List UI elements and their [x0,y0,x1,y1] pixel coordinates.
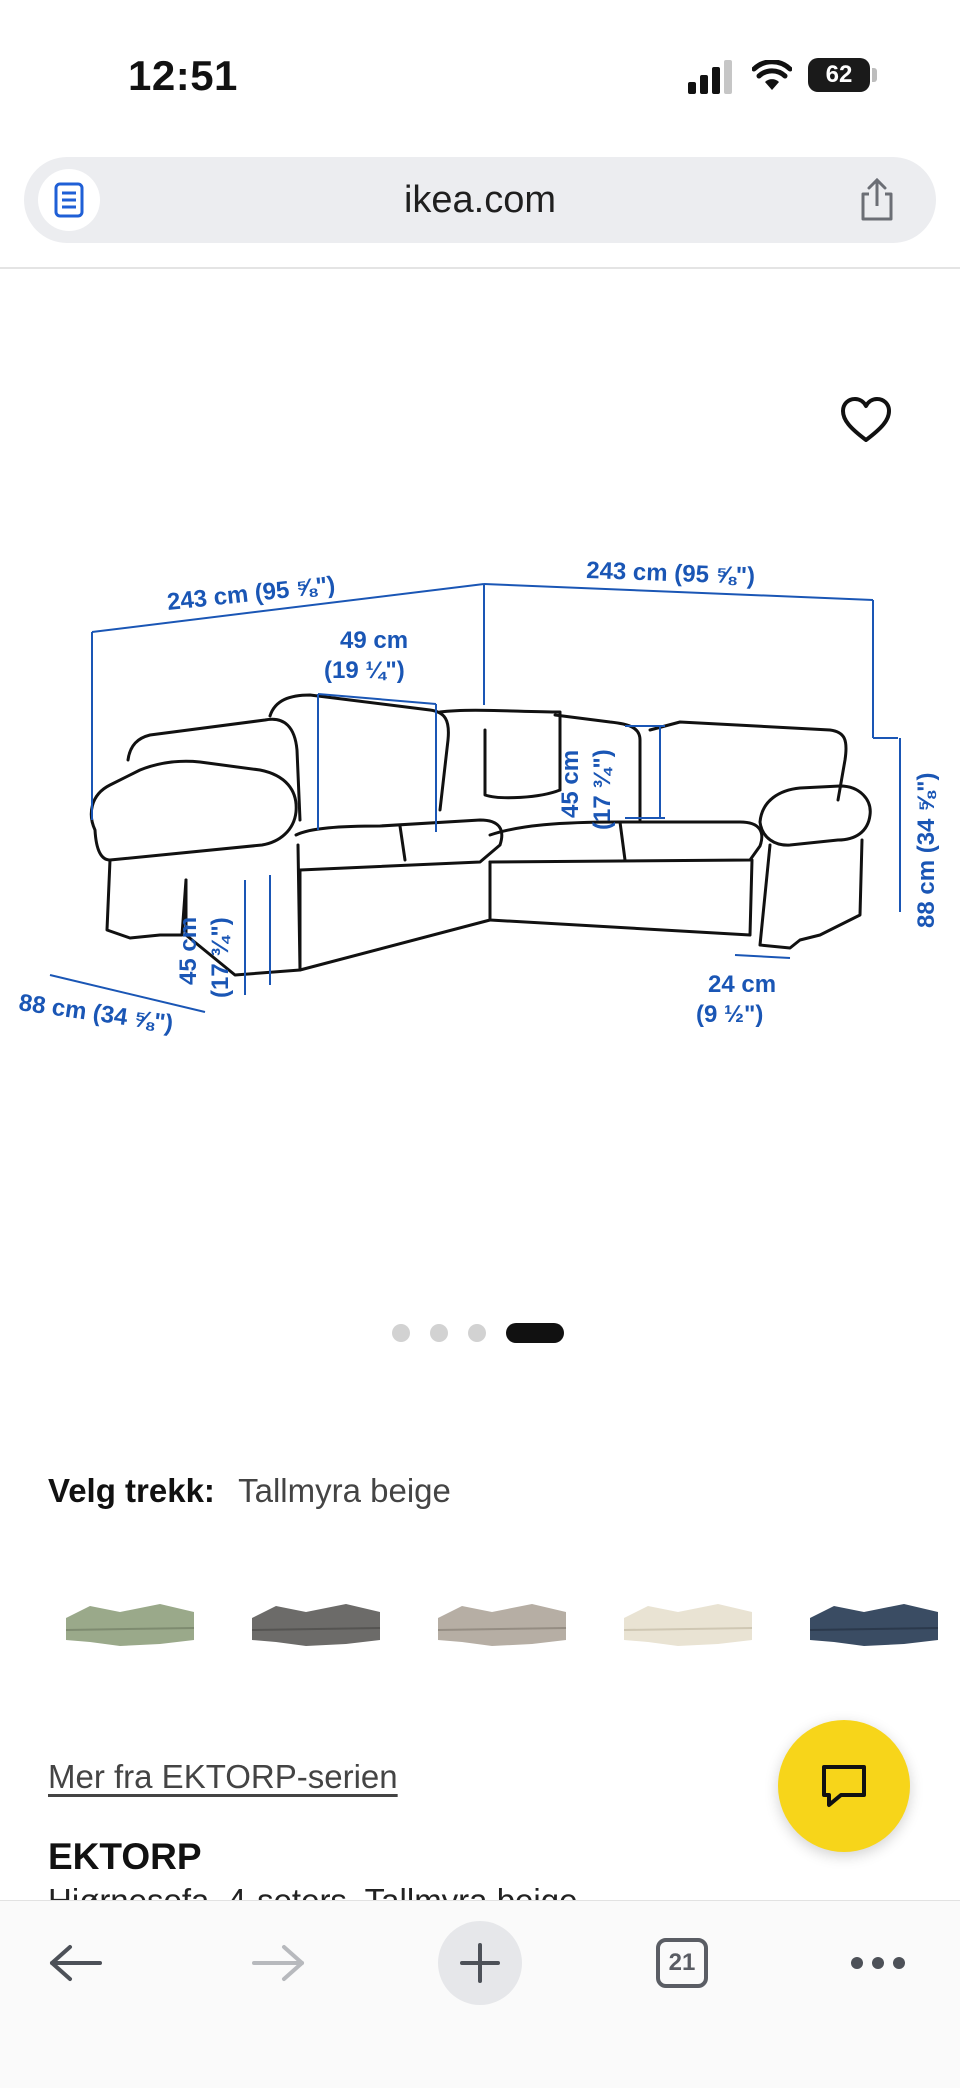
dim-armrest-line2: (9 ½") [696,1001,764,1028]
swatch-beige-grey[interactable] [432,1590,572,1660]
swatch-dark-grey[interactable] [246,1590,386,1660]
battery-cap [872,68,877,82]
chat-icon [819,1762,869,1810]
dim-cushion-line2: (19 ¼") [324,657,405,684]
dim-right-width: 243 cm (95 ⅝") [585,557,756,590]
swatch-off-white[interactable] [618,1590,758,1660]
dim-seat-height-line1: 45 cm [175,916,202,985]
cover-value: Tallmyra beige [238,1472,451,1509]
cover-swatches [60,1590,960,1670]
url-text[interactable]: ikea.com [403,179,557,221]
dim-cushion-line1: 49 cm [340,627,409,654]
signal-icon [688,60,732,94]
dim-height-right: 88 cm (34 ⅝") [913,772,940,928]
plus-icon [458,1941,502,1985]
dim-depth-left: 88 cm (34 ⅝") [17,989,175,1038]
carousel-dot[interactable] [430,1324,448,1342]
reader-button[interactable] [38,169,100,231]
status-bar [0,0,960,150]
battery-icon: 62 [808,58,870,92]
carousel-dot[interactable] [468,1324,486,1342]
dim-seat-height-line2: (17 ¾") [207,917,234,998]
dim-back-height-line2: (17 ¾") [589,749,616,830]
cover-label: Velg trekk: [48,1472,215,1509]
address-bar[interactable] [24,157,936,243]
carousel-indicator[interactable] [392,1323,564,1343]
carousel-dot-active[interactable] [506,1323,564,1343]
heart-icon[interactable] [840,396,892,444]
header-divider [0,267,960,269]
more-icon [850,1956,906,1970]
product-name: EKTORP [48,1836,202,1877]
dim-armrest-line1: 24 cm [708,971,777,998]
browser-toolbar [0,1900,960,2088]
dim-left-width: 243 cm (95 ⅝") [165,571,337,616]
swatch-dark-blue[interactable] [804,1590,944,1660]
tabs-button[interactable] [640,1921,724,2005]
forward-arrow-icon [250,1943,306,1983]
chat-button[interactable] [778,1720,910,1852]
wifi-icon [752,60,792,92]
tabs-icon: 21 [656,1938,708,1988]
share-icon[interactable] [854,177,900,223]
forward-button[interactable] [236,1921,320,2005]
status-time: 12:51 [128,52,238,99]
carousel-dot[interactable] [392,1324,410,1342]
back-button[interactable] [34,1921,118,2005]
swatch-green[interactable] [60,1590,200,1660]
more-button[interactable] [836,1921,920,2005]
dim-back-height-line1: 45 cm [557,749,584,818]
cover-selection [48,1472,451,1510]
new-tab-button[interactable] [438,1921,522,2005]
sofa-dimension-diagram [0,540,960,1080]
series-link[interactable]: Mer fra EKTORP-serien [48,1758,398,1795]
reader-icon [54,182,84,218]
back-arrow-icon [48,1943,104,1983]
